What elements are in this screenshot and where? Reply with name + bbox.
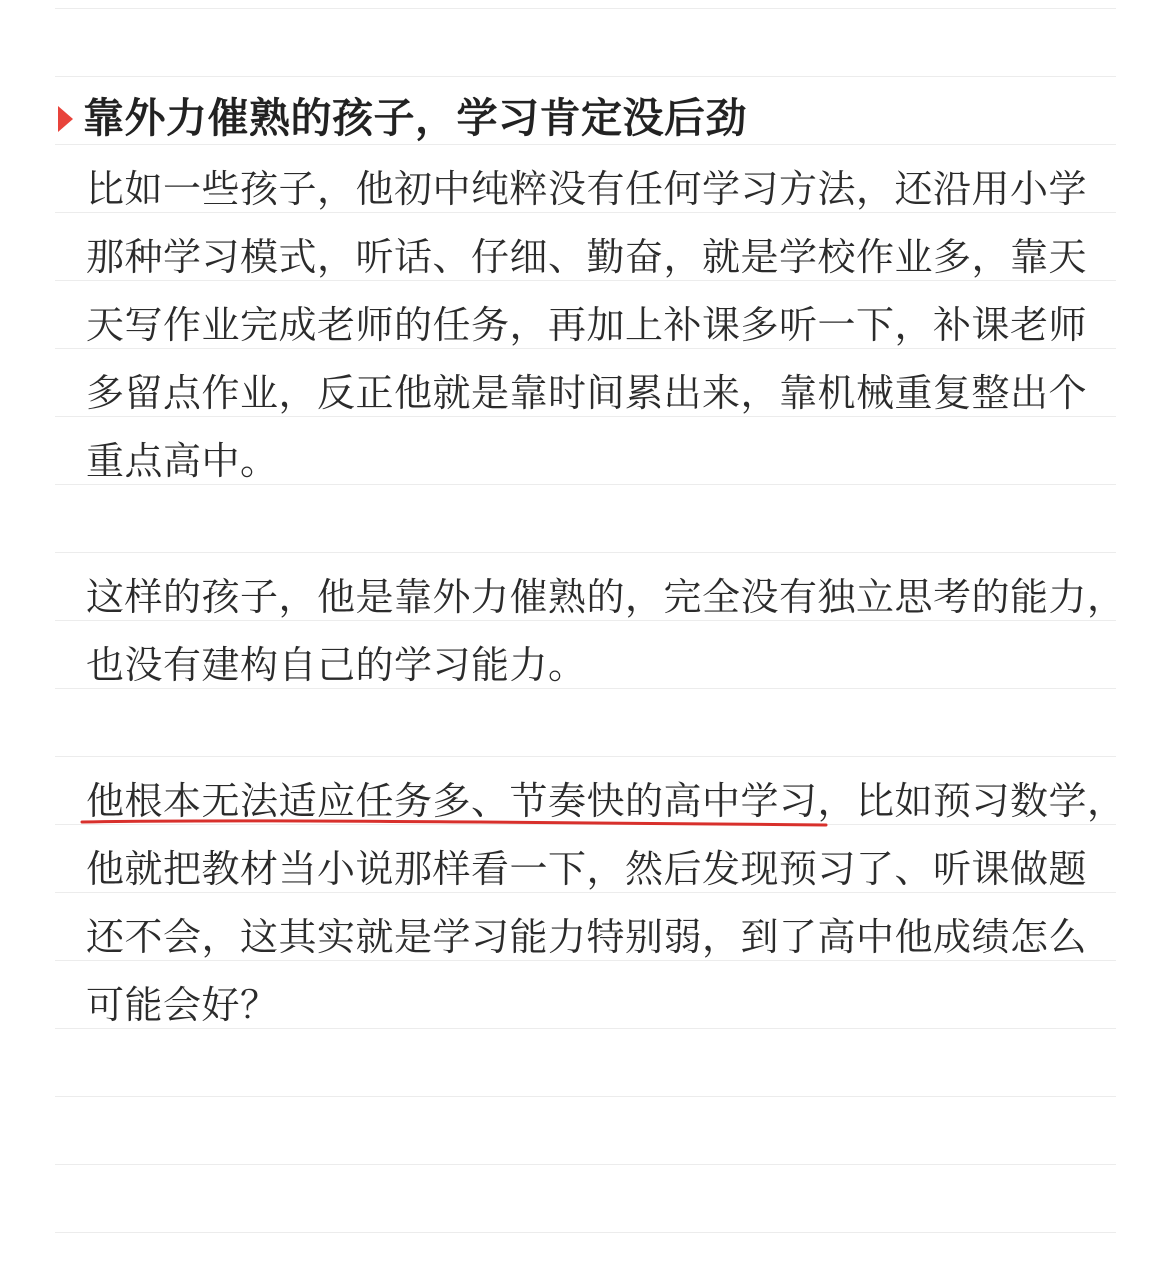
paragraph-line: 也没有建构自己的学习能力。 [86, 643, 587, 687]
paragraph-line: 比如一些孩子，他初中纯粹没有任何学习方法，还沿用小学 [86, 167, 1088, 211]
paragraph-line: 还不会，这其实就是学习能力特别弱，到了高中他成绩怎么 [86, 915, 1088, 959]
paragraph-line: 天写作业完成老师的任务，再加上补课多听一下，补课老师 [86, 303, 1088, 347]
paragraph-line: 重点高中。 [86, 439, 279, 483]
paragraph-line-highlighted [86, 779, 1126, 823]
line-remainder: ，比如预习数学， [817, 779, 1126, 823]
paragraph-line: 多留点作业，反正他就是靠时间累出来，靠机械重复整出个 [86, 371, 1088, 415]
paragraph-line: 这样的孩子，他是靠外力催熟的，完全没有独立思考的能力， [86, 575, 1126, 619]
underlined-phrase: 他根本无法适应任务多、节奏快的高中学习 [86, 779, 818, 823]
section-heading: 靠外力催熟的孩子，学习肯定没后劲 [83, 94, 747, 142]
red-triangle-marker-icon [58, 106, 73, 132]
red-underline-stroke [80, 816, 830, 830]
paragraph-line: 他就把教材当小说那样看一下，然后发现预习了、听课做题 [86, 847, 1088, 891]
paragraph-line: 那种学习模式，听话、仔细、勤奋，就是学校作业多，靠天 [86, 235, 1088, 279]
paragraph-line: 可能会好？ [86, 983, 279, 1027]
